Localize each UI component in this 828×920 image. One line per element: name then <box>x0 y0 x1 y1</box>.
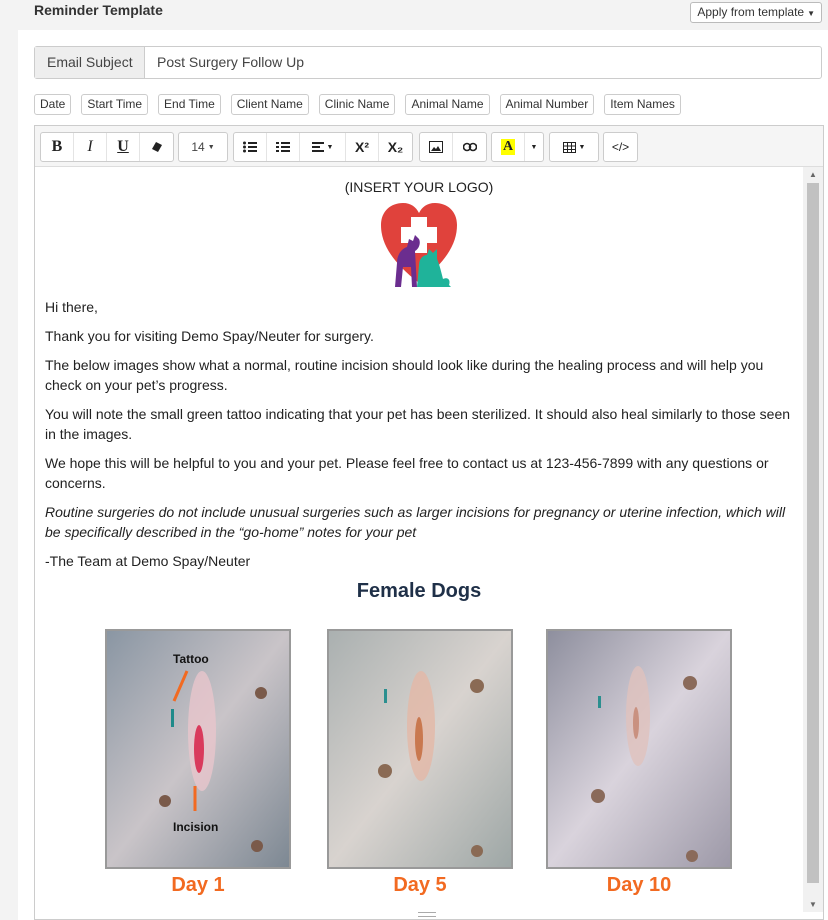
tag-client-name[interactable]: Client Name <box>231 94 309 115</box>
logo-placeholder-text: (INSERT YOUR LOGO) <box>344 179 494 195</box>
align-dropdown[interactable] <box>300 133 346 161</box>
font-size-dropdown[interactable] <box>179 133 227 161</box>
format-group <box>40 132 174 162</box>
table-icon <box>563 142 576 153</box>
tag-animal-name[interactable]: Animal Name <box>405 94 489 115</box>
link-icon <box>463 142 477 152</box>
image-icon <box>429 141 443 153</box>
caret-down-icon: ▼ <box>578 143 586 151</box>
caret-down-icon: ▼ <box>207 143 215 151</box>
merge-tag-list <box>34 94 681 115</box>
font-size-group <box>178 132 228 162</box>
email-subject-label: Email Subject <box>35 47 145 78</box>
code-group <box>603 132 638 162</box>
bullet-list-button[interactable] <box>234 133 267 161</box>
code-view-button[interactable]: </> <box>611 140 630 154</box>
editor-content[interactable] <box>35 167 803 912</box>
day-5-photo <box>327 629 513 869</box>
incision-label: Incision <box>173 820 219 834</box>
day-1-photo-image <box>107 631 289 867</box>
caret-down-icon: ▼ <box>530 143 538 151</box>
clinic-logo-image <box>379 201 459 291</box>
signoff-text: -The Team at Demo Spay/Neuter <box>45 553 251 569</box>
scroll-down-arrow-icon[interactable]: ▼ <box>809 900 817 909</box>
apply-template-label: Apply from template <box>697 5 805 19</box>
paragraph-3: You will note the small green tattoo indicating that your pet has been sterilized. It should also heal similarly to those seen in the images. <box>45 406 791 442</box>
section-header <box>18 0 828 30</box>
day-1-photo <box>105 629 291 869</box>
caret-down-icon: ▼ <box>807 9 815 18</box>
insert-link-button[interactable] <box>453 133 486 161</box>
reminder-panel <box>18 30 828 920</box>
tag-end-time[interactable]: End Time <box>158 94 221 115</box>
editor-toolbar <box>35 126 823 167</box>
tag-date[interactable]: Date <box>34 94 71 115</box>
color-group <box>491 132 544 162</box>
note-paragraph: Routine surgeries do not include unusual surgeries such as larger incisions for pregnancy or uterine infection, which will be specifically described in the “go-home” notes for your pet <box>45 504 786 540</box>
eraser-icon <box>151 141 163 153</box>
day-1-label: Day 1 <box>171 874 225 896</box>
superscript-button[interactable]: X² <box>346 133 379 161</box>
tag-item-names[interactable]: Item Names <box>604 94 681 115</box>
color-dropdown[interactable] <box>525 133 543 161</box>
list-group <box>233 132 413 162</box>
greeting-text: Hi there, <box>45 299 98 315</box>
insert-image-button[interactable] <box>420 133 453 161</box>
align-left-icon <box>312 142 324 152</box>
day-10-photo-image <box>548 631 730 867</box>
day-10-label: Day 10 <box>606 874 672 896</box>
email-subject-group <box>34 46 822 79</box>
italic-button[interactable]: I <box>74 133 107 161</box>
day-5-photo-image <box>329 631 511 867</box>
apply-template-dropdown[interactable] <box>690 2 822 23</box>
text-highlight-icon: A <box>502 139 514 154</box>
section-title: Reminder Template <box>34 2 163 18</box>
font-size-value: 14 <box>191 140 205 154</box>
table-group <box>549 132 599 162</box>
tag-animal-number[interactable]: Animal Number <box>500 94 595 115</box>
numbered-list-icon <box>276 141 290 153</box>
caret-down-icon: ▼ <box>326 143 334 151</box>
insert-table-dropdown[interactable] <box>550 133 598 161</box>
tag-start-time[interactable]: Start Time <box>81 94 148 115</box>
scroll-up-arrow-icon[interactable]: ▲ <box>809 170 817 179</box>
email-subject-input[interactable]: Post Surgery Follow Up <box>157 54 305 70</box>
subscript-button[interactable]: X₂ <box>387 139 404 155</box>
editor-resize-handle[interactable] <box>418 912 436 917</box>
numbered-list-button[interactable] <box>267 133 300 161</box>
paragraph-4: We hope this will be helpful to you and your pet. Please feel free to contact us at 123-456-7899 with any questions or concerns. <box>45 455 769 491</box>
scrollbar-thumb[interactable] <box>807 183 819 883</box>
paragraph-1: Thank you for visiting Demo Spay/Neuter for surgery. <box>45 328 374 344</box>
day-10-photo <box>546 629 732 869</box>
day-5-label: Day 5 <box>393 874 447 896</box>
insert-group <box>419 132 487 162</box>
eraser-button[interactable] <box>140 133 173 161</box>
editor-scrollbar[interactable] <box>803 167 823 912</box>
bullet-list-icon <box>243 141 257 153</box>
bold-button[interactable]: B <box>41 133 74 161</box>
paragraph-2: The below images show what a normal, routine incision should look like during the healing process and will help you check on your pet’s progress. <box>45 357 764 393</box>
tattoo-label: Tattoo <box>173 652 209 666</box>
highlight-color-button[interactable] <box>492 133 525 161</box>
gallery-title: Female Dogs <box>356 580 482 602</box>
underline-button[interactable]: U <box>107 133 140 161</box>
tag-clinic-name[interactable]: Clinic Name <box>319 94 396 115</box>
rich-text-editor <box>34 125 824 920</box>
left-gutter <box>0 0 18 920</box>
